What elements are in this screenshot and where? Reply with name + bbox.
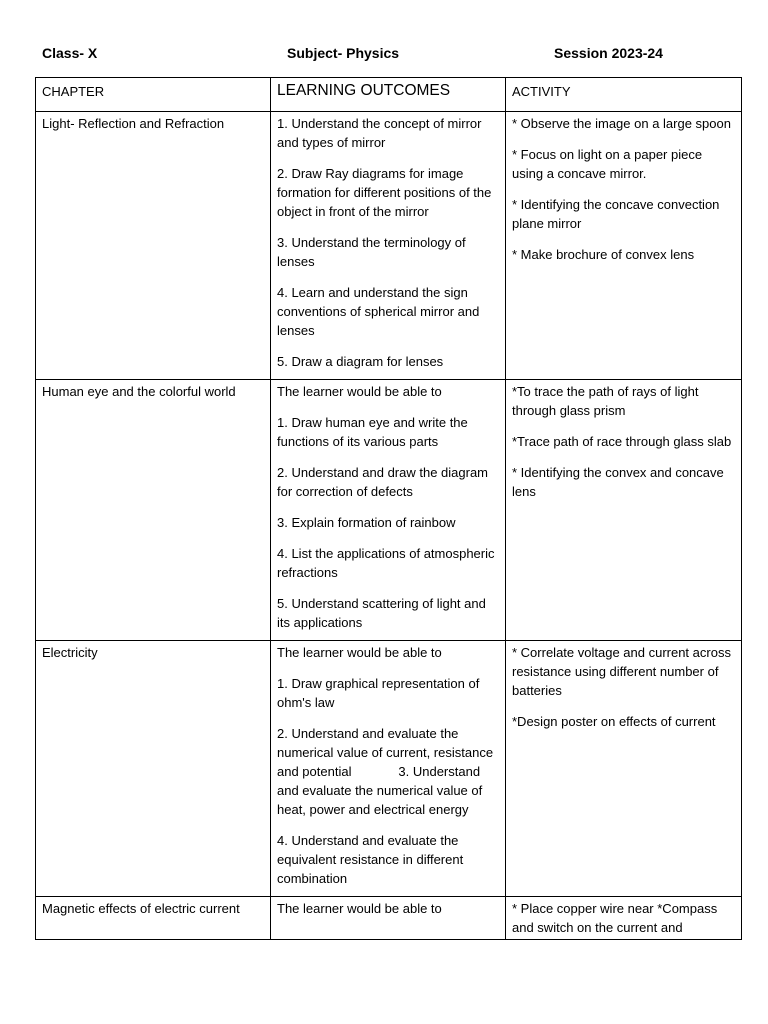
subject-label: Subject- Physics <box>287 45 400 61</box>
activity-item: *Trace path of race through glass slab <box>512 434 732 449</box>
table-header-row <box>36 78 742 112</box>
outcome-item: 1. Draw graphical representation of ohm's law <box>277 676 480 710</box>
session-label: Session 2023-24 <box>554 45 663 61</box>
chapter-cell <box>36 380 271 641</box>
activity-item: * Observe the image on a large spoon <box>512 116 731 131</box>
outcome-intro: The learner would be able to <box>277 645 442 660</box>
outcome-item: 1. Understand the concept of mirror and types of mirror <box>277 116 482 150</box>
outcome-item: 4. List the applications of atmospheric refractions <box>277 546 495 580</box>
outcome-intro: The learner would be able to <box>277 901 442 916</box>
activity-cell <box>506 641 742 897</box>
activity-item: * Correlate voltage and current across resistance using different number of batteries <box>512 645 731 698</box>
activity-item: * Make brochure of convex lens <box>512 247 695 262</box>
class-label: Class- X <box>42 45 98 61</box>
chapter-name: Human eye and the colorful world <box>42 384 236 399</box>
learning-outcomes-table <box>35 77 742 940</box>
chapter-name: Magnetic effects of electric current <box>42 901 240 916</box>
outcomes-cell <box>271 897 506 940</box>
activity-item: * Identifying the convex and concave lens <box>512 465 724 499</box>
outcomes-cell <box>271 641 506 897</box>
activity-cell <box>506 380 742 641</box>
activity-cell <box>506 112 742 380</box>
chapter-name: Electricity <box>42 645 98 660</box>
outcome-item: 4. Learn and understand the sign conventions of spherical mirror and lenses <box>277 285 480 338</box>
table-row <box>36 641 742 897</box>
chapter-name: Light- Reflection and Refraction <box>42 116 225 131</box>
document-header <box>0 45 768 65</box>
table-row <box>36 380 742 641</box>
column-header-activity: ACTIVITY <box>506 78 742 112</box>
outcome-item: 5. Understand scattering of light and its applications <box>277 596 486 630</box>
activity-cell <box>506 897 742 940</box>
outcome-item: 4. Understand and evaluate the equivalent resistance in different combination <box>277 833 464 886</box>
column-header-chapter: CHAPTER <box>36 78 271 112</box>
activity-item: * Focus on light on a paper piece using a concave mirror. <box>512 147 703 181</box>
activity-item: *To trace the path of rays of light through glass prism <box>512 384 699 418</box>
outcomes-cell <box>271 380 506 641</box>
outcome-item: 2. Understand and evaluate the numerical value of current, resistance and potential 3. Understand and evaluate the numerical value of heat, power and electrical energy <box>277 726 497 817</box>
activity-item: *Design poster on effects of current <box>512 714 716 729</box>
outcome-item: 3. Explain formation of rainbow <box>277 515 456 530</box>
outcome-item: 3. Understand the terminology of lenses <box>277 235 466 269</box>
chapter-cell <box>36 112 271 380</box>
table-row <box>36 112 742 380</box>
column-header-learning-outcomes: LEARNING OUTCOMES <box>271 78 506 112</box>
outcomes-cell <box>271 112 506 380</box>
outcome-item: 2. Understand and draw the diagram for correction of defects <box>277 465 489 499</box>
outcome-item: 1. Draw human eye and write the functions of its various parts <box>277 415 468 449</box>
activity-item: * Place copper wire near *Compass and switch on the current and <box>512 901 718 935</box>
outcome-intro: The learner would be able to <box>277 384 442 399</box>
activity-item: * Identifying the concave convection plane mirror <box>512 197 720 231</box>
outcome-item: 2. Draw Ray diagrams for image formation for different positions of the object in front of the mirror <box>277 166 492 219</box>
outcome-item: 5. Draw a diagram for lenses <box>277 354 444 369</box>
table-row <box>36 897 742 940</box>
chapter-cell <box>36 641 271 897</box>
chapter-cell <box>36 897 271 940</box>
